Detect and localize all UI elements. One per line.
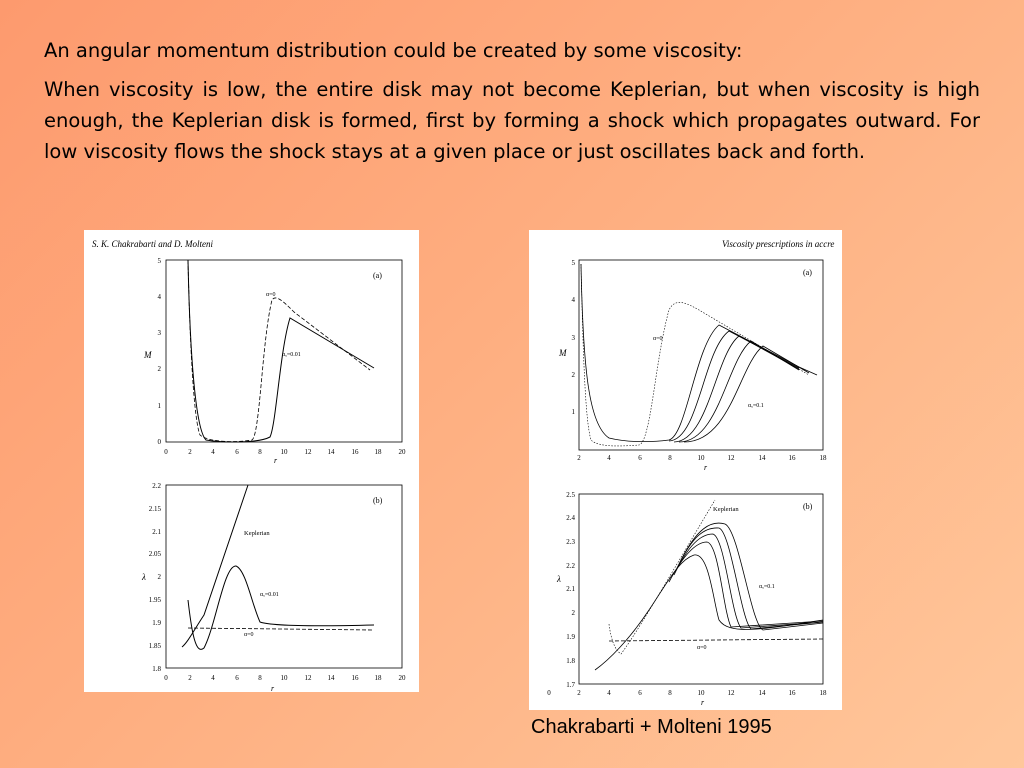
left-a-ytick: 4: [157, 293, 161, 301]
left-a-curve-label: αₓ=0.01: [282, 352, 301, 358]
left-a-yticks: [158, 257, 162, 446]
right-b-frame: [579, 494, 823, 684]
right-a-ytick: 2: [571, 371, 575, 379]
figure-right-svg: [529, 230, 842, 710]
left-b-xtick: 10: [280, 674, 288, 682]
left-a-xtick: 12: [304, 448, 312, 456]
right-b-xtick: 14: [758, 689, 766, 697]
right-a-xlabel: r: [704, 463, 708, 472]
left-a-xtick: 14: [327, 448, 335, 456]
left-b-ytick: 1.9: [152, 619, 161, 627]
left-panel-a: [143, 257, 406, 465]
right-a-xticks: [577, 454, 827, 462]
left-a-curve-alpha0: [188, 260, 370, 442]
right-a-xtick: 8: [668, 454, 672, 462]
right-b-xtick: 12: [727, 689, 735, 697]
left-a-ytick: 0: [157, 438, 161, 446]
left-a-ylabel: M: [144, 350, 152, 360]
right-a-xtick: 4: [607, 454, 611, 462]
left-a-xtick: 10: [280, 448, 288, 456]
left-a-xlabel: r: [274, 456, 278, 465]
left-b-ytick: 2.2: [152, 482, 161, 490]
right-panel-b: [547, 491, 827, 707]
right-a-ytick: 3: [571, 334, 575, 342]
left-a-xtick: 4: [211, 448, 215, 456]
left-b-xtick: 6: [235, 674, 239, 682]
left-a-xtick: 6: [235, 448, 239, 456]
right-b-ytick: 2.2: [566, 562, 575, 570]
left-b-ytick: 1.8: [152, 665, 161, 673]
right-b-curve-1: [595, 555, 823, 670]
right-a-xtick: 18: [819, 454, 827, 462]
left-a-ytick: 2: [157, 365, 161, 373]
right-b-xtick: 0: [547, 689, 551, 697]
left-b-curve-keplerian: [182, 485, 248, 647]
right-b-xlabel: r: [701, 698, 705, 707]
right-b-curve-4: [677, 528, 823, 629]
left-a-curve-label: α=0: [266, 292, 276, 298]
right-a-ylabel: M: [559, 348, 567, 358]
right-a-xtick: 2: [577, 454, 581, 462]
left-a-xtick: 18: [374, 448, 382, 456]
left-a-xticks: [164, 448, 406, 456]
right-a-frame: [579, 260, 823, 450]
right-a-xtick: 6: [638, 454, 642, 462]
left-a-curve-alpha001: [188, 260, 374, 442]
left-b-xtick: 20: [398, 674, 406, 682]
right-b-xtick: 18: [819, 689, 827, 697]
left-b-xtick: 14: [327, 674, 335, 682]
right-b-ytick: 2.4: [566, 514, 575, 522]
slide-paragraph: When viscosity is low, the entire disk may not become Keplerian, but when viscosity is high enough, the Keplerian disk is formed, first by forming a shock which propagates outward. For low viscosity flows the shock stays at a given place or just oscillates back and forth.: [44, 78, 980, 163]
right-b-yticks: [566, 491, 575, 689]
left-b-curve-alpha0: [188, 628, 374, 630]
right-a-xtick: 14: [758, 454, 766, 462]
left-a-xtick: 2: [188, 448, 192, 456]
left-b-ytick: 2: [157, 573, 161, 581]
figure-right: [529, 230, 842, 710]
left-b-xtick: 2: [188, 674, 192, 682]
right-b-ytick: 1.7: [566, 681, 575, 689]
right-a-ytick: 1: [571, 408, 575, 416]
left-a-ytick: 1: [157, 402, 161, 410]
left-b-frame: [166, 485, 402, 668]
figure-left: [84, 230, 419, 692]
right-b-ytick: 1.8: [566, 657, 575, 665]
right-b-xtick: 10: [697, 689, 705, 697]
right-b-ytick: 2.5: [566, 491, 575, 499]
right-a-ytick: 4: [571, 296, 575, 304]
slide-text: [44, 38, 980, 167]
figure-right-header: Viscosity prescriptions in accre: [722, 239, 835, 249]
right-b-curve-keplerian: [609, 500, 715, 654]
left-b-ytick: 2.05: [148, 550, 161, 558]
left-b-xlabel: r: [271, 684, 275, 692]
left-b-xtick: 16: [351, 674, 359, 682]
right-b-curve-label: α=0: [697, 645, 707, 651]
right-a-curve-3: [674, 336, 799, 442]
right-b-curve-5: [680, 523, 823, 630]
left-b-xtick: 12: [304, 674, 312, 682]
right-b-ytick: 2.1: [566, 585, 575, 593]
right-a-xtick: 16: [788, 454, 796, 462]
left-b-curve-label: Keplerian: [244, 530, 270, 537]
left-a-xtick: 0: [164, 448, 168, 456]
right-b-ytick: 2: [571, 609, 575, 617]
right-a-curve-1: [581, 264, 817, 442]
left-b-ytick: 2.1: [152, 528, 161, 536]
right-b-xtick: 2: [577, 689, 581, 697]
left-b-xtick: 8: [258, 674, 262, 682]
left-b-xtick: 4: [211, 674, 215, 682]
left-b-xticks: [164, 674, 406, 682]
left-a-xtick: 16: [351, 448, 359, 456]
right-b-label: (b): [803, 502, 813, 511]
left-b-xtick: 18: [374, 674, 382, 682]
left-b-label: (b): [373, 496, 383, 505]
left-b-xtick: 0: [164, 674, 168, 682]
left-a-xtick: 20: [398, 448, 406, 456]
right-b-xtick: 16: [788, 689, 796, 697]
right-b-xtick: 8: [668, 689, 672, 697]
left-b-yticks: [149, 482, 162, 673]
right-b-curve-alpha0: [609, 639, 823, 641]
right-a-label: (a): [803, 268, 812, 277]
right-b-curve-3: [674, 534, 823, 628]
left-b-ytick: 1.85: [148, 642, 161, 650]
left-a-ytick: 3: [157, 329, 161, 337]
right-b-curve-2: [669, 542, 823, 627]
figure-left-header: S. K. Chakrabarti and D. Molteni: [92, 239, 213, 249]
slide-heading: An angular momentum distribution could be created by some viscosity:: [44, 39, 743, 62]
right-a-curve-5: [684, 346, 809, 442]
figure-left-svg: [84, 230, 419, 692]
right-b-ylabel: λ: [557, 574, 561, 584]
left-panel-b: [141, 482, 406, 692]
right-a-xtick: 12: [727, 454, 735, 462]
left-b-curve-label: αₓ=0.01: [260, 592, 279, 598]
right-b-ytick: 2.3: [566, 538, 575, 546]
right-panel-a: [558, 259, 827, 472]
right-a-curve-2: [669, 331, 799, 441]
right-a-curve-label: α=0: [653, 336, 663, 342]
right-b-ytick: 1.9: [566, 633, 575, 641]
left-b-ytick: 1.95: [148, 596, 161, 604]
left-b-curve-label: α=0: [244, 632, 254, 638]
figure-caption: Chakrabarti + Molteni 1995: [531, 716, 772, 738]
right-b-curve-label: αₓ=0.1: [759, 584, 775, 590]
right-a-ytick: 5: [571, 259, 575, 267]
right-b-xticks: [547, 689, 827, 697]
right-a-yticks: [572, 259, 576, 416]
right-b-curve-label: Keplerian: [713, 506, 739, 513]
left-a-frame: [166, 260, 402, 442]
right-a-curve-label: αₓ=0.1: [748, 403, 764, 409]
left-a-ytick: 5: [157, 257, 161, 265]
left-b-ytick: 2.15: [148, 505, 161, 513]
right-b-xtick: 4: [607, 689, 611, 697]
right-a-xtick: 10: [697, 454, 705, 462]
left-a-xtick: 8: [258, 448, 262, 456]
right-b-xtick: 6: [638, 689, 642, 697]
left-a-label: (a): [373, 271, 382, 280]
left-b-ylabel: λ: [142, 572, 146, 582]
